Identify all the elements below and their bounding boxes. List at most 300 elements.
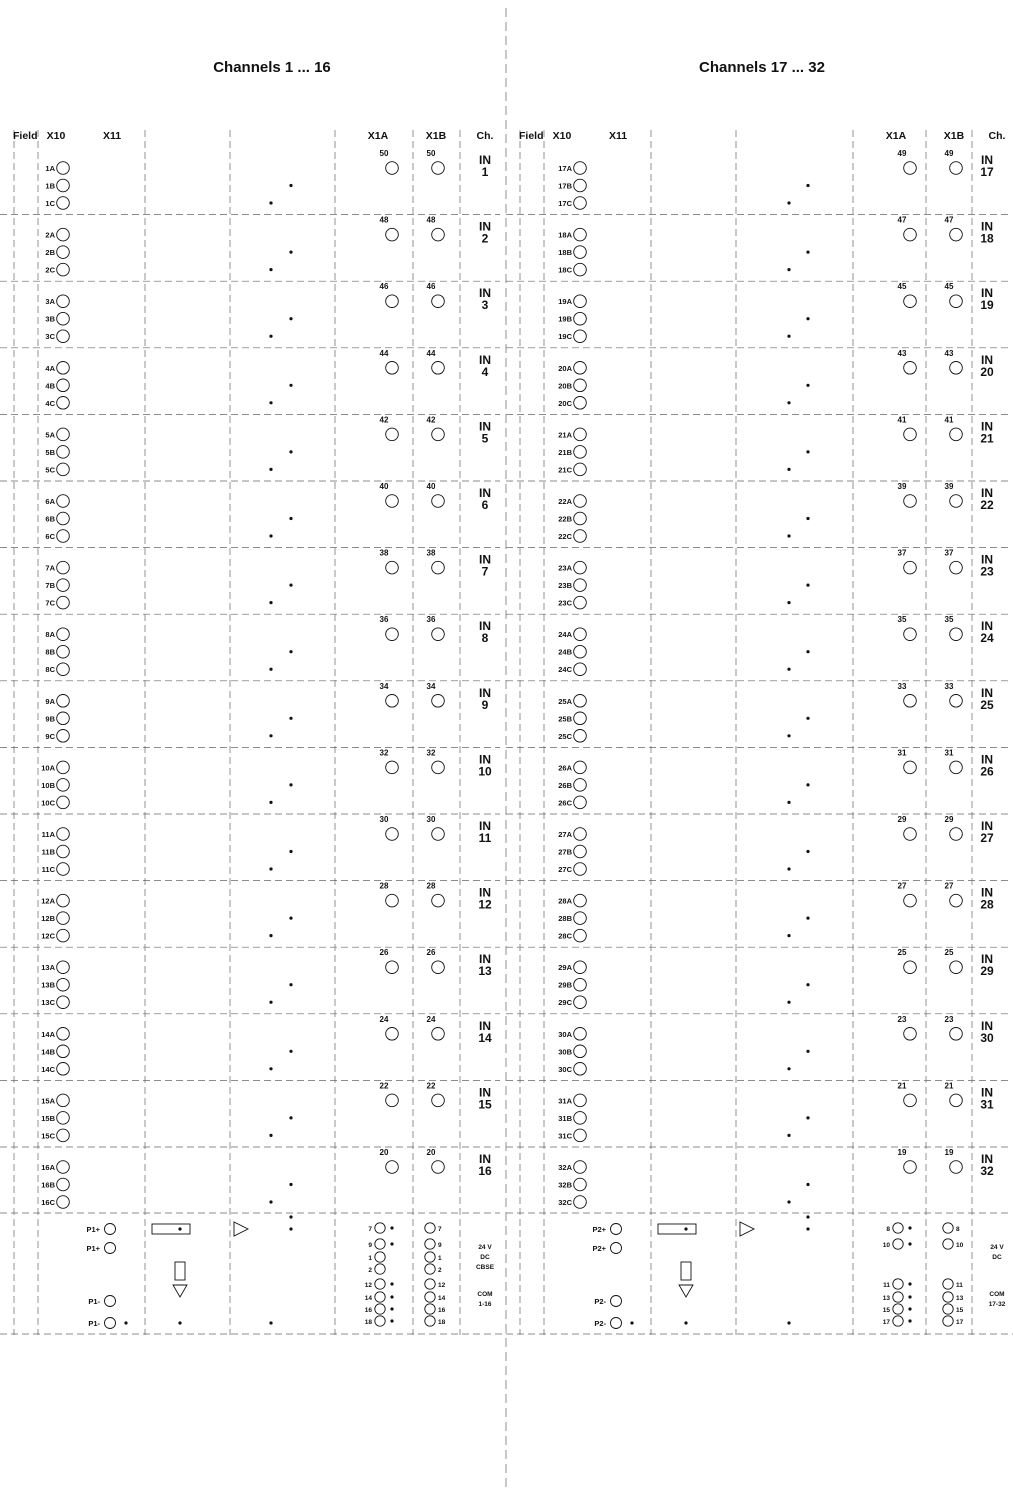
x10-label-a: 31A — [558, 1096, 572, 1106]
x10-terminal-b — [574, 379, 587, 392]
junction-dot — [806, 384, 809, 387]
junction-dot — [269, 734, 272, 737]
x10-label-b: 25B — [558, 714, 572, 724]
x1a-pin-number: 41 — [897, 415, 907, 425]
x10-label-b: 14B — [41, 1047, 55, 1057]
junction-dot — [269, 1200, 272, 1203]
junction-dot — [787, 1134, 790, 1137]
power-terminal — [105, 1296, 116, 1307]
com-label: 1-16 — [478, 1301, 492, 1308]
power-pin-label-b: 17 — [956, 1319, 964, 1326]
x10-terminal-b — [57, 179, 70, 192]
col-header-x1a: X1A — [885, 130, 907, 142]
x1b-pin-number: 40 — [426, 482, 436, 491]
x1b-terminal — [950, 695, 963, 708]
x10-label-c: 10C — [41, 798, 55, 808]
junction-dot — [908, 1226, 911, 1229]
x1a-pin-number: 42 — [379, 415, 389, 425]
x1b-terminal — [950, 961, 963, 974]
title-right: Channels 17 ... 32 — [699, 59, 825, 76]
power-pin-label-b: 12 — [438, 1282, 446, 1289]
x1b-pin-number: 41 — [944, 415, 954, 425]
x1a-pin-number: 43 — [897, 348, 907, 358]
junction-dot — [787, 401, 790, 404]
x10-label-c: 13C — [41, 998, 55, 1008]
x10-terminal-b — [574, 579, 587, 592]
led-symbol — [679, 1285, 693, 1297]
x1b-pin-number: 47 — [944, 215, 954, 225]
in-label: IN — [981, 1085, 993, 1100]
x10-terminal-a — [57, 828, 70, 841]
power-pin-a — [375, 1239, 385, 1249]
power-terminal — [611, 1318, 622, 1329]
channel-number: 7 — [481, 564, 489, 579]
channel-number: 26 — [980, 764, 994, 779]
x1a-pin-number: 29 — [897, 815, 907, 824]
in-label: IN — [981, 619, 993, 634]
x1a-terminal — [904, 961, 917, 974]
x10-terminal-b — [574, 179, 587, 192]
col-header-x1b: X1B — [943, 130, 965, 142]
x10-label-a: 27A — [558, 830, 572, 839]
x10-label-a: 17A — [558, 164, 572, 173]
power-terminal-label: P2- — [594, 1319, 606, 1328]
junction-dot — [289, 184, 292, 187]
x10-terminal-a — [574, 628, 587, 641]
in-label: IN — [479, 952, 491, 967]
supply-label: 24 V — [478, 1244, 492, 1251]
junction-dot — [269, 468, 272, 471]
x1a-pin-number: 28 — [379, 881, 389, 891]
power-pin-a — [893, 1279, 903, 1289]
in-label: IN — [479, 885, 491, 900]
x10-label-c: 26C — [558, 798, 572, 808]
power-pin-b — [425, 1239, 435, 1249]
x1a-terminal — [904, 228, 917, 241]
x10-label-a: 24A — [558, 630, 572, 640]
power-terminal-label: P2+ — [592, 1225, 606, 1234]
in-label: IN — [981, 885, 993, 900]
x10-label-a: 18A — [558, 230, 572, 240]
x10-terminal-a — [57, 362, 70, 375]
supply-label: 24 V — [990, 1244, 1004, 1251]
channel-number: 29 — [980, 964, 994, 979]
x1b-terminal — [432, 228, 445, 241]
x1b-pin-number: 34 — [426, 681, 436, 691]
power-pin-b — [943, 1223, 953, 1233]
x10-terminal-c — [57, 397, 70, 410]
junction-dot — [289, 251, 292, 254]
x10-label-c: 23C — [558, 598, 572, 608]
junction-dot — [124, 1321, 127, 1324]
in-label: IN — [479, 819, 491, 833]
power-pin-b — [425, 1264, 435, 1274]
x10-label-b: 7B — [45, 581, 55, 591]
x10-terminal-b — [57, 1112, 70, 1125]
in-label: IN — [479, 685, 491, 700]
junction-dot — [787, 468, 790, 471]
junction-dot — [806, 1215, 809, 1218]
x10-terminal-b — [57, 645, 70, 658]
power-pin-label-b: 8 — [956, 1226, 960, 1233]
x1a-pin-number: 19 — [897, 1148, 907, 1157]
x10-terminal-b — [57, 246, 70, 259]
power-terminal — [105, 1318, 116, 1329]
x10-label-a: 11A — [41, 830, 55, 839]
power-pin-label-b: 15 — [956, 1307, 964, 1314]
x1b-terminal — [950, 428, 963, 441]
power-pin-label-a: 2 — [368, 1267, 372, 1274]
x10-label-b: 4B — [45, 381, 55, 391]
x10-label-c: 6C — [45, 532, 55, 541]
x1b-terminal — [432, 495, 445, 508]
power-terminal — [611, 1243, 622, 1254]
x1b-pin-number: 36 — [426, 615, 436, 625]
junction-dot — [289, 983, 292, 986]
x10-terminal-a — [57, 695, 70, 708]
x10-label-a: 2A — [45, 230, 55, 240]
x10-terminal-b — [57, 579, 70, 592]
power-pin-label-b: 16 — [438, 1307, 446, 1314]
x1a-terminal — [386, 362, 399, 375]
x10-terminal-b — [574, 246, 587, 259]
x1b-terminal — [432, 894, 445, 907]
x10-terminal-b — [57, 845, 70, 858]
x1a-terminal — [904, 1094, 917, 1107]
x10-terminal-b — [57, 379, 70, 392]
x10-terminal-c — [574, 730, 587, 743]
x10-label-a: 16A — [41, 1163, 55, 1172]
x10-label-b: 26B — [558, 780, 572, 790]
x10-terminal-a — [574, 561, 587, 574]
x1b-terminal — [432, 1161, 445, 1174]
in-label: IN — [981, 952, 993, 967]
com-label: COM — [477, 1291, 493, 1298]
junction-dot — [390, 1226, 393, 1229]
junction-dot — [806, 983, 809, 986]
x10-terminal-c — [574, 463, 587, 476]
x10-terminal-a — [574, 295, 587, 308]
x10-terminal-a — [574, 362, 587, 375]
x10-terminal-a — [574, 828, 587, 841]
x1a-terminal — [386, 295, 399, 308]
x10-label-c: 5C — [45, 465, 55, 475]
x10-terminal-b — [57, 779, 70, 792]
resistor-symbol — [175, 1262, 185, 1280]
junction-dot — [806, 650, 809, 653]
power-pin-label-a: 13 — [882, 1295, 890, 1302]
x10-terminal-a — [574, 162, 587, 175]
x1a-terminal — [904, 761, 917, 774]
x10-terminal-c — [574, 796, 587, 809]
x1a-pin-number: 45 — [897, 282, 907, 292]
x10-label-c: 7C — [45, 598, 55, 608]
x10-label-a: 8A — [45, 630, 55, 640]
junction-dot — [806, 1050, 809, 1053]
x1b-terminal — [432, 1094, 445, 1107]
x10-label-c: 24C — [558, 665, 572, 675]
x10-label-c: 28C — [558, 931, 572, 941]
x10-label-a: 3A — [45, 297, 55, 307]
power-pin-label-a: 16 — [364, 1307, 372, 1314]
junction-dot — [289, 450, 292, 453]
col-header-x1b: X1B — [425, 130, 447, 142]
junction-dot — [787, 601, 790, 604]
x1a-pin-number: 35 — [897, 615, 907, 625]
channel-number: 14 — [478, 1030, 492, 1045]
x10-terminal-a — [574, 894, 587, 907]
com-label: 17-32 — [988, 1301, 1006, 1308]
fuse-symbol — [152, 1224, 190, 1234]
x10-terminal-c — [574, 397, 587, 410]
x1a-pin-number: 31 — [897, 748, 907, 758]
junction-dot — [289, 1116, 292, 1119]
x10-terminal-c — [57, 863, 70, 876]
power-pin-label-b: 2 — [438, 1267, 442, 1274]
x10-terminal-a — [574, 428, 587, 441]
x1a-pin-number: 38 — [379, 548, 389, 558]
power-terminal — [611, 1224, 622, 1235]
junction-dot — [806, 184, 809, 187]
x10-label-b: 28B — [558, 914, 572, 924]
x1b-pin-number: 43 — [944, 348, 954, 358]
channel-number: 25 — [980, 697, 994, 712]
channel-number: 6 — [481, 498, 489, 512]
power-pin-a — [375, 1252, 385, 1262]
x10-terminal-b — [574, 912, 587, 925]
junction-dot — [806, 783, 809, 786]
junction-dot — [289, 584, 292, 587]
x10-terminal-c — [57, 996, 70, 1009]
x10-label-a: 30A — [558, 1029, 572, 1039]
x1a-terminal — [386, 828, 399, 841]
in-label: IN — [479, 552, 491, 567]
in-label: IN — [981, 286, 993, 301]
in-label: IN — [479, 153, 491, 167]
x10-label-b: 22B — [558, 514, 572, 524]
power-pin-b — [425, 1279, 435, 1289]
col-header-field: Field — [13, 130, 38, 142]
x1b-terminal — [432, 1028, 445, 1041]
junction-dot — [787, 734, 790, 737]
x10-terminal-b — [574, 978, 587, 991]
power-pin-a — [375, 1304, 385, 1314]
power-pin-b — [943, 1239, 953, 1249]
x10-terminal-a — [574, 1161, 587, 1174]
x1a-terminal — [904, 828, 917, 841]
x10-label-b: 18B — [558, 248, 572, 258]
x10-terminal-a — [57, 628, 70, 641]
x1b-terminal — [950, 295, 963, 308]
x10-terminal-c — [57, 463, 70, 476]
x10-terminal-c — [57, 596, 70, 609]
x10-label-c: 16C — [41, 1198, 55, 1207]
x1a-pin-number: 44 — [379, 348, 389, 358]
junction-dot — [806, 850, 809, 853]
junction-dot — [269, 1134, 272, 1137]
power-pin-label-a: 18 — [364, 1319, 372, 1326]
x1b-terminal — [950, 761, 963, 774]
x10-terminal-c — [574, 530, 587, 543]
junction-dot — [630, 1321, 633, 1324]
junction-dot — [289, 783, 292, 786]
fuse-symbol — [658, 1224, 696, 1234]
x1a-pin-number: 20 — [379, 1148, 389, 1157]
in-label: IN — [981, 153, 993, 167]
x10-terminal-b — [574, 1112, 587, 1125]
x1a-terminal — [386, 495, 399, 508]
in-label: IN — [981, 352, 993, 367]
channel-number: 8 — [481, 631, 489, 646]
x10-terminal-a — [57, 961, 70, 974]
x10-label-b: 6B — [45, 514, 55, 524]
in-label: IN — [479, 752, 491, 767]
x10-label-c: 8C — [45, 665, 55, 675]
power-pin-label-a: 8 — [886, 1226, 890, 1233]
x1a-terminal — [386, 162, 399, 175]
x1b-terminal — [950, 228, 963, 241]
junction-dot — [289, 717, 292, 720]
channel-number: 2 — [481, 231, 489, 246]
channel-number: 12 — [478, 897, 492, 912]
channel-number: 18 — [980, 231, 994, 246]
junction-dot — [269, 534, 272, 537]
power-terminal — [105, 1243, 116, 1254]
x1b-pin-number: 45 — [944, 282, 954, 292]
x1a-terminal — [904, 695, 917, 708]
power-terminal-label: P2- — [594, 1297, 606, 1306]
power-pin-label-a: 9 — [368, 1242, 372, 1249]
channel-number: 27 — [980, 831, 994, 845]
x10-terminal-b — [574, 446, 587, 459]
diode-symbol — [740, 1222, 754, 1236]
x1a-pin-number: 26 — [379, 948, 389, 958]
x10-terminal-b — [574, 779, 587, 792]
x10-terminal-c — [574, 263, 587, 276]
power-terminal-label: P1- — [88, 1297, 100, 1306]
x10-terminal-c — [57, 929, 70, 942]
power-terminal-label: P2+ — [592, 1244, 606, 1253]
power-terminal — [105, 1224, 116, 1235]
junction-dot — [289, 850, 292, 853]
x1a-terminal — [904, 495, 917, 508]
x10-label-c: 9C — [45, 731, 55, 741]
x10-terminal-c — [57, 730, 70, 743]
x10-label-a: 4A — [45, 363, 55, 373]
junction-dot — [289, 1050, 292, 1053]
channel-number: 31 — [980, 1097, 994, 1112]
junction-dot — [289, 1227, 292, 1230]
x10-terminal-a — [574, 495, 587, 508]
power-pin-label-b: 7 — [438, 1226, 442, 1233]
in-label: IN — [981, 486, 993, 500]
power-pin-label-a: 10 — [882, 1242, 890, 1249]
x10-label-b: 3B — [45, 314, 55, 324]
junction-dot — [908, 1282, 911, 1285]
x1a-terminal — [904, 295, 917, 308]
junction-dot — [806, 584, 809, 587]
x10-label-b: 30B — [558, 1047, 572, 1057]
x10-label-b: 5B — [45, 447, 55, 457]
x1a-terminal — [904, 628, 917, 641]
x10-label-a: 28A — [558, 896, 572, 906]
x10-label-a: 12A — [41, 896, 55, 906]
channel-number: 11 — [478, 831, 492, 845]
junction-dot — [806, 1116, 809, 1119]
x10-label-c: 25C — [558, 731, 572, 741]
title-left: Channels 1 ... 16 — [213, 59, 331, 76]
in-label: IN — [479, 286, 491, 301]
x10-terminal-a — [574, 1094, 587, 1107]
x10-label-b: 16B — [41, 1180, 55, 1190]
power-pin-label-b: 9 — [438, 1242, 442, 1249]
x1a-terminal — [386, 1094, 399, 1107]
x1a-pin-number: 27 — [897, 881, 907, 891]
junction-dot — [806, 717, 809, 720]
x10-terminal-c — [57, 197, 70, 210]
power-pin-a — [375, 1292, 385, 1302]
junction-dot — [289, 650, 292, 653]
channel-number: 16 — [478, 1164, 492, 1178]
in-label: IN — [479, 619, 491, 634]
x10-label-a: 25A — [558, 696, 572, 706]
power-pin-label-a: 14 — [364, 1295, 372, 1302]
x10-terminal-c — [57, 796, 70, 809]
resistor-symbol — [681, 1262, 691, 1280]
x1b-pin-number: 26 — [426, 948, 436, 958]
junction-dot — [908, 1319, 911, 1322]
x10-terminal-b — [57, 1178, 70, 1191]
col-header-x1a: X1A — [367, 130, 389, 142]
x1b-pin-number: 49 — [944, 149, 954, 158]
junction-dot — [390, 1282, 393, 1285]
x10-terminal-c — [574, 996, 587, 1009]
junction-dot — [269, 1001, 272, 1004]
labels — [13, 59, 1006, 1328]
x10-label-c: 20C — [558, 398, 572, 408]
junction-dot — [787, 201, 790, 204]
power-pin-a — [893, 1223, 903, 1233]
x1b-terminal — [432, 295, 445, 308]
x10-label-a: 9A — [45, 696, 55, 706]
junction-dot — [787, 801, 790, 804]
in-label: IN — [981, 552, 993, 567]
x1a-pin-number: 36 — [379, 615, 389, 625]
x10-label-c: 4C — [45, 398, 55, 408]
x1a-terminal — [386, 761, 399, 774]
x10-label-b: 24B — [558, 647, 572, 657]
power-pin-b — [943, 1304, 953, 1314]
x1b-pin-number: 20 — [426, 1148, 436, 1157]
x1a-pin-number: 21 — [897, 1081, 907, 1091]
x10-terminal-b — [574, 645, 587, 658]
junction-dot — [289, 1215, 292, 1218]
power-terminal — [611, 1296, 622, 1307]
channel-number: 5 — [481, 431, 489, 446]
x10-label-c: 14C — [41, 1064, 55, 1074]
x1b-terminal — [950, 561, 963, 574]
x10-label-b: 15B — [41, 1113, 55, 1123]
x1b-pin-number: 23 — [944, 1014, 954, 1024]
x10-label-c: 15C — [41, 1131, 55, 1141]
x1b-pin-number: 42 — [426, 415, 436, 425]
junction-dot — [289, 917, 292, 920]
x1a-pin-number: 40 — [379, 482, 389, 491]
power-pin-label-b: 10 — [956, 1242, 964, 1249]
x1b-pin-number: 19 — [944, 1148, 954, 1157]
x1b-pin-number: 50 — [426, 149, 436, 158]
in-label: IN — [981, 685, 993, 700]
